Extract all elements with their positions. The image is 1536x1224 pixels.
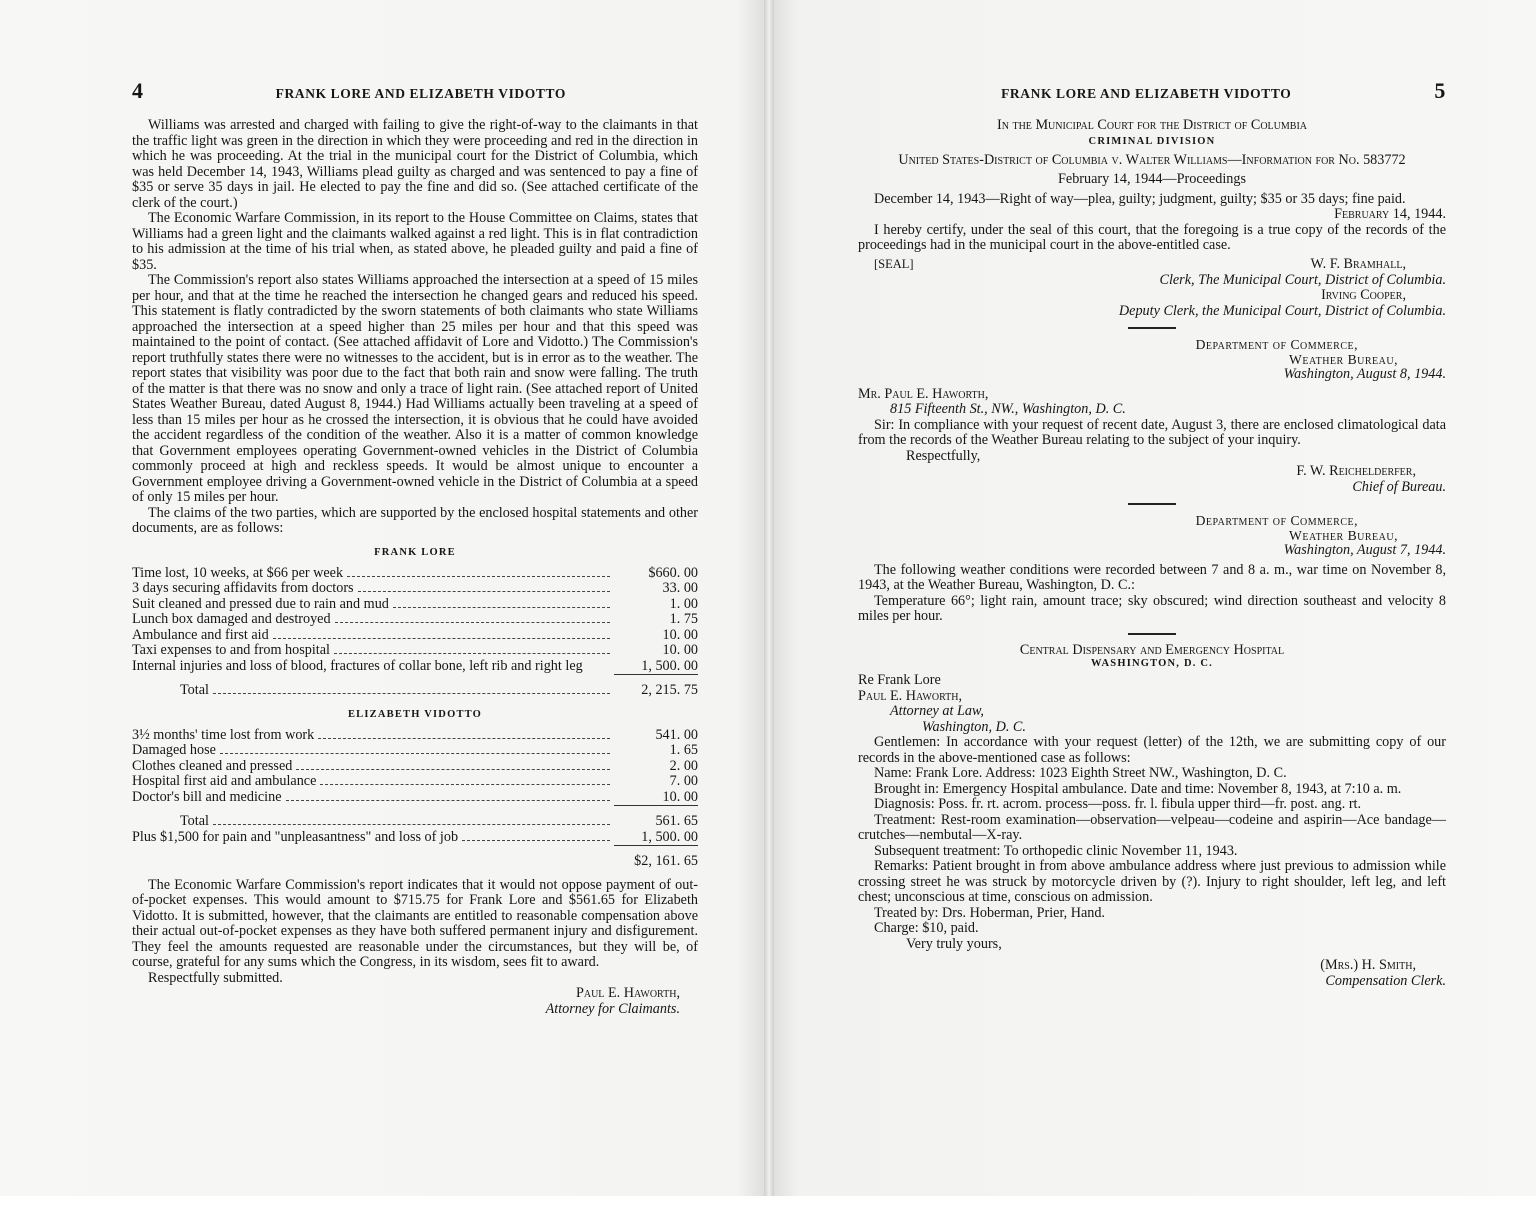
scan-border [0,1196,1536,1224]
claim-amount: 541. 00 [655,726,698,743]
claim-desc: 3 days securing affidavits from doctors [132,580,354,596]
hospital-addressee-title: Attorney at Law, [890,703,984,719]
deputy-name: Irving Cooper, [1321,287,1406,303]
weather2-dept: Department of Commerce, [1195,513,1358,528]
left-running-head [132,78,698,104]
signer-name: Paul E. Haworth, [575,985,680,1001]
hospital-signer-title: Compensation Clerk. [1325,972,1446,989]
claim-desc: Taxi expenses to and from hospital [132,642,330,658]
hospital-paragraph: Name: Frank Lore. Address: 1023 Eighth Street NW., Washington, D. C. [874,765,1287,781]
weather1-dept: Department of Commerce, [1195,337,1358,352]
section-divider [1128,327,1176,329]
frank-lore-heading: FRANK LORE [374,546,456,558]
left-page-number: 4 [132,78,144,103]
claim-row [132,743,698,759]
left-page [0,0,768,1196]
hospital-paragraph: Treatment: Rest-room examination—observation—velpeau—codeine and aspirin—Ace bandage—crutches—nembutal—X-ray. [858,811,1446,843]
claim-row [132,728,698,744]
hospital-addressee-city: Washington, D. C. [922,718,1026,735]
elizabeth-vidotto-claims-table [132,728,698,870]
total-label: Total [180,813,209,829]
total-row [132,675,698,699]
right-page-number: 5 [1434,78,1446,103]
total-label: Total [180,682,209,698]
seal-label: [SEAL] [874,256,914,271]
grand-total-row [132,846,698,870]
case-line: United States-District of Columbia v. Walter Williams—Information for No. 583772 [898,151,1406,168]
claim-row [132,830,698,846]
left-running-title: FRANK LORE AND ELIZABETH VIDOTTO [275,86,566,101]
respectfully-line: Respectfully submitted. [148,969,283,986]
hospital-close: Very truly yours, [906,935,1002,952]
right-page [772,0,1536,1196]
claim-desc: Lunch box damaged and destroyed [132,611,331,627]
hospital-name: Central Dispensary and Emergency Hospital [1019,641,1285,658]
claim-amount: 7. 00 [669,773,698,789]
section-divider [1128,503,1176,505]
claim-row [132,790,698,806]
right-running-head [858,78,1446,104]
claim-desc: Internal injuries and loss of blood, fractures of collar bone, left rib and right leg [132,658,583,674]
claim-amount: 1, 500. 00 [641,828,698,845]
claim-desc: 3½ months' time lost from work [132,726,315,743]
court-division: CRIMINAL DIVISION [1088,135,1216,147]
certificate-date: February 14, 1944. [1334,206,1446,222]
hospital-paragraph: Gentlemen: In accordance with your request (letter) of the 12th, we are submitting copy of our records in the above-mentioned case as follows: [858,734,1446,766]
total-row [132,806,698,830]
paragraph: The Commission's report also states Williams approached the intersection at a speed of 15 miles per hour, and that at the time he reached the intersection he changed gears and reduced his speed. This statement is flatly contradicted by the sworn statements of both claimants who state Williams approached the intersection at a speed higher than 25 miles per hour and that this speed was maintained to the point of contact. (See attached affidavit of Lore and Vidotto.) The Commission's report truthfully states there were no witnesses to the accident, but is in error as to the weather. The report states that visibility was poor due to the fact that both rain and snow were falling. The truth of the matter is that there was no snow and only a trace of light rain. (See attached report of United States Weather Bureau, dated August 8, 1944.) Had Williams actually been traveling at a speed of less than 15 miles per hour as he crossed the intersection, it is obvious that he could have avoided the accident regardless of the condition of the weather. Also it is a matter of common knowledge that Government employees operating Government-owned vehicles in the District of Columbia commonly proceed at high and reckless speeds. It would be almost unique to encounter a Government employee driving a Government-owned vehicle in the District of Columbia at a speed of only 15 miles per hour. [132,272,698,505]
grand-total-amount: $2, 161. 65 [614,846,698,870]
hospital-paragraph: Treated by: Drs. Hoberman, Prier, Hand. [874,904,1105,921]
clerk-title: Clerk, The Municipal Court, District of Columbia. [1159,271,1446,288]
weather2-paragraph: Temperature 66°; light rain, amount trace; sky obscured; wind direction southeast and velocity 8 miles per hour. [858,592,1446,624]
claim-row [132,581,698,597]
claim-desc: Ambulance and first aid [132,626,269,643]
frank-lore-claims-table [132,566,698,699]
claim-desc: Clothes cleaned and pressed [132,757,293,774]
addressee-address: 815 Fifteenth St., NW., Washington, D. C. [890,401,1126,417]
section-divider [1128,633,1176,635]
claim-amount: 1. 00 [669,595,698,612]
elizabeth-vidotto-heading: ELIZABETH VIDOTTO [347,708,483,720]
claim-desc: Time lost, 10 weeks, at $66 per week [132,564,344,581]
weather2-date: Washington, August 7, 1944. [1283,542,1446,558]
claim-row [132,643,698,659]
claim-amount: 10. 00 [662,642,698,658]
claim-row [132,628,698,644]
total-amount: 561. 65 [614,806,698,830]
claim-row [132,612,698,628]
claim-amount: 2. 00 [669,757,698,774]
paragraph: The claims of the two parties, which are supported by the enclosed hospital statements and other documents, are as follows: [132,504,698,536]
claim-amount: $660. 00 [648,564,698,581]
proceedings-date: February 14, 1944—Proceedings [1058,171,1246,187]
paragraph: The Economic Warfare Commission, in its report to the House Committee on Claims, states that Williams had a green light and the claimants walked against a red light. This is in flat contradiction to his admission at the time of his trial when, as stated above, he pleaded guilty and paid a fine of $35. [132,210,698,273]
hospital-paragraph: Charge: $10, paid. [874,920,979,936]
claim-desc: Hospital first aid and ambulance [132,773,317,789]
total-amount: 2, 215. 75 [614,675,698,699]
proceedings-text: December 14, 1943—Right of way—plea, guilty; judgment, guilty; $35 or 35 days; fine paid. [874,190,1406,207]
hospital-paragraph: Diagnosis: Poss. fr. rt. acrom. process—poss. fr. l. fibula upper third—fr. post. ang. rt. [874,796,1362,812]
weather1-body: Sir: In compliance with your request of recent date, August 3, there are enclosed climatological data from the records of the Weather Bureau relating to the subject of your inquiry. [858,416,1446,448]
hospital-paragraph: Subsequent treatment: To orthopedic clinic November 11, 1943. [874,842,1238,859]
claim-desc: Suit cleaned and pressed due to rain and mud [132,595,389,612]
right-running-title: FRANK LORE AND ELIZABETH VIDOTTO [1001,86,1292,101]
claim-row [132,566,698,582]
claim-amount: 33. 00 [662,580,698,596]
weather1-close: Respectfully, [906,447,981,464]
hospital-addressee-name: Paul E. Haworth, [858,687,963,704]
claim-amount: 1. 65 [669,742,698,758]
claim-row [132,659,698,675]
weather2-bureau: Weather Bureau, [1289,528,1398,543]
claim-amount: 10. 00 [662,788,698,805]
claim-row [132,759,698,775]
weather1-signer: F. W. Reichelderfer, [1296,463,1416,479]
addressee-name: Mr. Paul E. Haworth, [858,385,989,402]
hospital-signer: (Mrs.) H. Smith, [1320,957,1416,973]
re-line: Re Frank Lore [858,672,941,688]
claim-amount: 1, 500. 00 [641,657,698,674]
signer-title: Attorney for Claimants. [545,1000,680,1017]
court-title: In the Municipal Court for the District of Columbia [996,117,1308,133]
claim-row [132,597,698,613]
weather1-bureau: Weather Bureau, [1289,352,1398,367]
claim-amount: 1. 75 [669,611,698,627]
deputy-title: Deputy Clerk, the Municipal Court, District of Columbia. [1118,302,1446,319]
weather2-paragraph: The following weather conditions were recorded between 7 and 8 a. m., war time on November 8, 1943, at the Weather Bureau, Washington, D. C.: [858,561,1446,593]
clerk-name: W. F. Bramhall, [1310,255,1406,272]
paragraph: Williams was arrested and charged with failing to give the right-of-way to the claimants in that the traffic light was green in the direction in which they were proceeding and red in the direction in which he was proceeding. At the trial in the municipal court for the District of Columbia, which was held December 14, 1943, Williams plead guilty as charged and was sentenced to pay a fine of $35 or serve 35 days in jail. He elected to pay the fine and did so. (See attached certificate of the clerk of the court.) [132,117,698,211]
weather1-date: Washington, August 8, 1944. [1283,366,1446,382]
claim-desc: Damaged hose [132,742,216,758]
hospital-city: WASHINGTON, D. C. [1090,658,1214,669]
claim-amount: 10. 00 [662,626,698,643]
claim-row [132,774,698,790]
claim-desc: Doctor's bill and medicine [132,789,282,805]
weather1-signer-title: Chief of Bureau. [1352,478,1446,495]
paragraph: The Economic Warfare Commission's report indicates that it would not oppose payment of out-of-pocket expenses. This would amount to $715.75 for Frank Lore and $561.65 for Elizabeth Vidotto. It is submitted, however, that the claimants are entitled to reasonable compensation above their actual out-of-pocket expenses as they have both suffered permanent injury and disfigurement. They feel the amounts requested are reasonable under the circumstances, but they will be, of course, grateful for any sums which the Congress, in its wisdom, sees fit to award. [132,876,698,970]
hospital-paragraph: Brought in: Emergency Hospital ambulance. Date and time: November 8, 1943, at 7:10 a. m. [874,780,1402,797]
claim-desc: Plus $1,500 for pain and "unpleasantness" and loss of job [132,829,459,845]
certificate-text: I hereby certify, under the seal of this court, that the foregoing is a true copy of the records of the proceedings had in the municipal court in the above-entitled case. [858,221,1446,253]
hospital-paragraph: Remarks: Patient brought in from above ambulance address where just previous to admission while crossing street he was struck by motorcycle driven by (?). Injury to right shoulder, left leg, and left chest; unconscious at time, conscious on admission. [858,858,1446,905]
